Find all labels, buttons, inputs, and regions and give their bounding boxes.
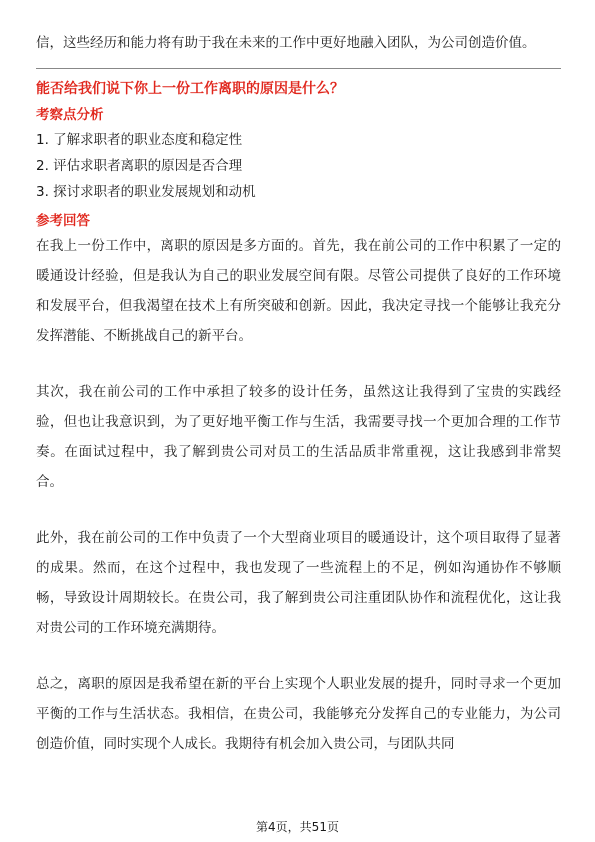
analysis-list (36, 127, 561, 205)
answer-body (36, 231, 561, 759)
answer-paragraph: 在我上一份工作中，离职的原因是多方面的。首先，我在前公司的工作中积累了一定的暖通设计经验，但是我认为自己的职业发展空间有限。尽管公司提供了良好的工作环境和发展平台，但我渴望在技术上有所突破和创新。因此，我决定寻找一个能够让我充分发挥潜能、不断挑战自己的新平台。 (36, 238, 561, 344)
question-title: 能否给我们说下你上一份工作离职的原因是什么？ (36, 81, 344, 97)
section-divider (36, 68, 561, 69)
analysis-heading: 考察点分析 (36, 107, 104, 123)
page-number: 第4页，共51页 (256, 820, 339, 834)
document-page (36, 28, 561, 759)
analysis-item: 2. 评估求职者离职的原因是否合理 (36, 158, 243, 174)
answer-paragraph: 总之，离职的原因是我希望在新的平台上实现个人职业发展的提升，同时寻求一个更加平衡的工作与生活状态。我相信，在贵公司，我能够充分发挥自己的专业能力，为公司创造价值，同时实现个人成长。我期待有机会加入贵公司，与团队共同 (36, 676, 561, 752)
answer-heading: 参考回答 (36, 213, 90, 229)
analysis-item: 1. 了解求职者的职业态度和稳定性 (36, 132, 243, 148)
intro-paragraph: 信，这些经历和能力将有助于我在未来的工作中更好地融入团队，为公司创造价值。 (36, 35, 536, 51)
answer-paragraph: 其次，我在前公司的工作中承担了较多的设计任务，虽然这让我得到了宝贵的实践经验，但也让我意识到，为了更好地平衡工作与生活，我需要寻找一个更加合理的工作节奏。在面试过程中，我了解到贵公司对员工的生活品质非常重视，这让我感到非常契合。 (36, 384, 561, 490)
answer-paragraph: 此外，我在前公司的工作中负责了一个大型商业项目的暖通设计，这个项目取得了显著的成果。然而，在这个过程中，我也发现了一些流程上的不足，例如沟通协作不够顺畅，导致设计周期较长。在贵公司，我了解到贵公司注重团队协作和流程优化，这让我对贵公司的工作环境充满期待。 (36, 530, 561, 636)
analysis-item: 3. 探讨求职者的职业发展规划和动机 (36, 184, 256, 200)
